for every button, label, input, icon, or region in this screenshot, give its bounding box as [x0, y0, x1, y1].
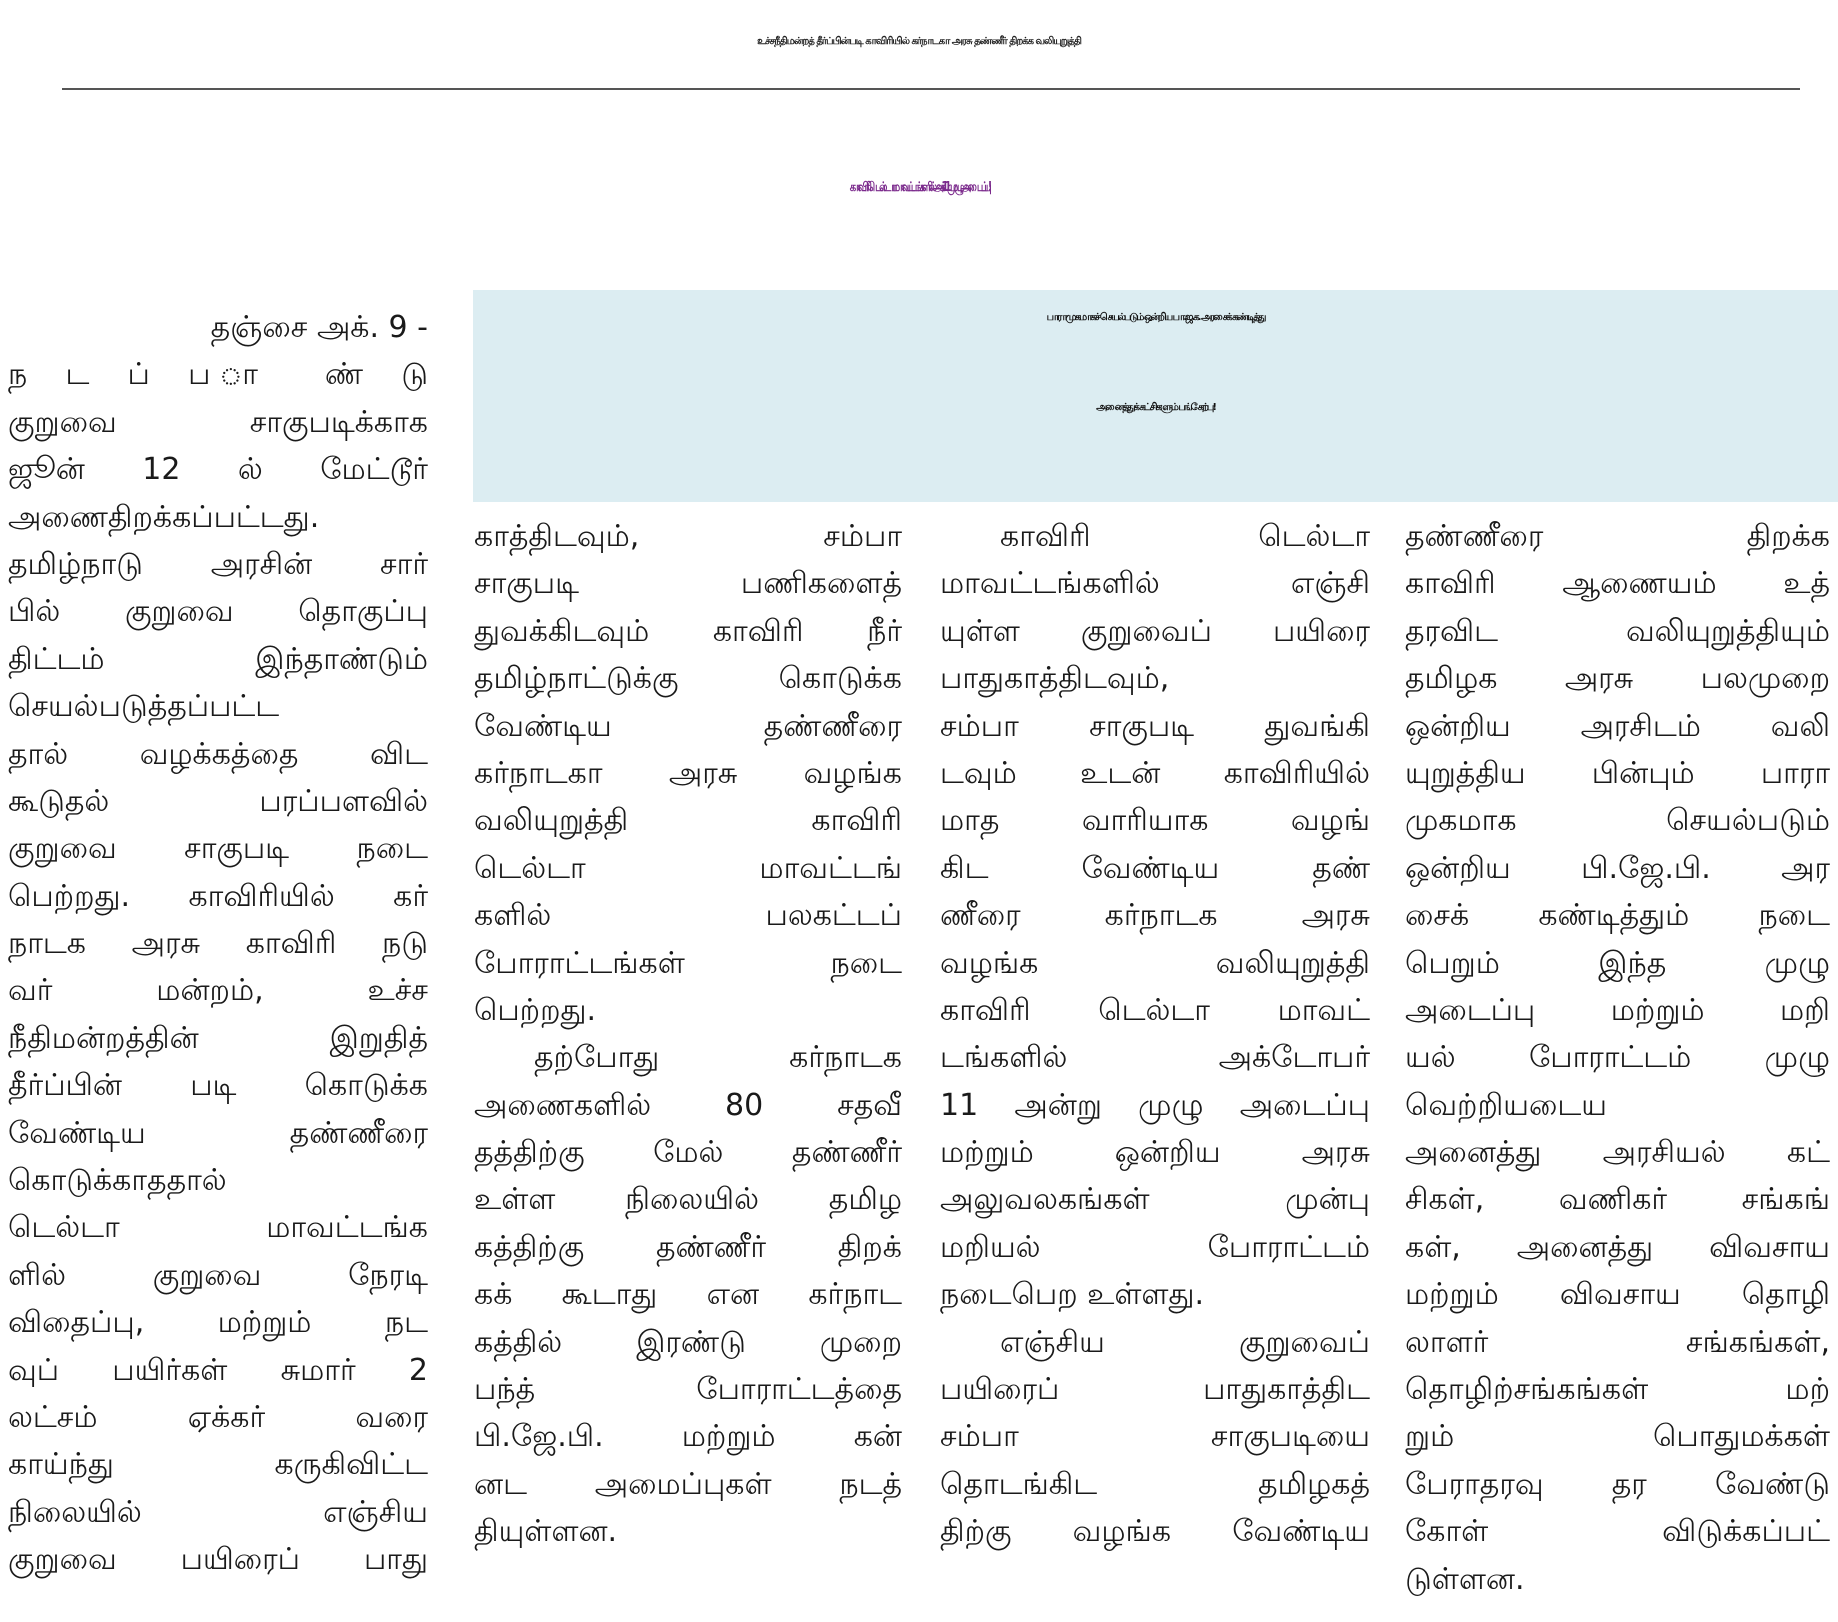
article-line: அணைதிறக்கப்பட்டது.: [8, 499, 320, 535]
article-line: தீர்ப்பின் படி கொடுக்க: [8, 1068, 428, 1104]
article-line: நடைபெற உள்ளது.: [940, 1277, 1205, 1313]
article-line: யுள்ள குறுவைப் பயிரை: [940, 613, 1370, 649]
article-line: திட்டம் இந்தாண்டும்: [8, 641, 428, 677]
article-line: காவிரி டெல்டா மாவட்: [940, 992, 1370, 1028]
article-line: மாத வாரியாக வழங்: [940, 803, 1370, 839]
article-line: கள், அனைத்து விவசாய: [1405, 1229, 1830, 1265]
article-line: வேண்டிய தண்ணீரை: [474, 708, 902, 744]
article-line: திற்கு வழங்க வேண்டிய: [940, 1514, 1370, 1550]
article-line: ளில் குறுவை நேரடி: [8, 1257, 428, 1293]
article-line: நாடக அரசு காவிரி நடு: [8, 926, 428, 962]
article-line: பந்த் போராட்டத்தை: [474, 1372, 902, 1408]
article-line: ந ட ப் ப ா ண் டு: [8, 357, 428, 393]
article-line: அலுவலகங்கள் முன்பு: [940, 1182, 1370, 1218]
article-line: தொழிற்சங்கங்கள் மற்: [1405, 1372, 1830, 1408]
article-line: போராட்டங்கள் நடை: [474, 945, 902, 981]
article-line: அனைத்து அரசியல் கட்: [1405, 1135, 1830, 1171]
article-line: மற்றும் ஒன்றிய அரசு: [940, 1135, 1370, 1171]
article-line: கர்நாடகா அரசு வழங்க: [474, 755, 902, 791]
article-line: காய்ந்து கருகிவிட்ட: [8, 1447, 428, 1483]
article-line: செயல்படுத்தப்பட்ட: [8, 689, 280, 725]
article-line: குறுவை பயிரைப் பாது: [8, 1542, 428, 1578]
article-line: தஞ்சை அக். 9 -: [210, 310, 428, 345]
article-line: நிலையில் எஞ்சிய: [8, 1494, 428, 1530]
article-line: விதைப்பு, மற்றும் நட: [8, 1305, 428, 1341]
article-line: உள்ள நிலையில் தமிழ: [474, 1182, 902, 1218]
article-line: யுறுத்திய பின்பும் பாரா: [1405, 755, 1830, 791]
article-line: டவும் உடன் காவிரியில்: [940, 755, 1370, 791]
article-line: அணைகளில் 80 சதவீ: [474, 1087, 902, 1123]
article-line: கத்திற்கு தண்ணீர் திறக்: [474, 1229, 902, 1265]
article-line: குறுவை சாகுபடிக்காக: [8, 404, 428, 440]
article-line: கோள் விடுக்கப்பட்: [1405, 1514, 1830, 1550]
main-headline: காவிரி டெல்டா மாவட்டங்களில் அக். 11 முழு அடைப்பு!: [849, 179, 989, 194]
article-line: கக் கூடாது என கர்நாட: [474, 1277, 902, 1313]
subhead-line-1: பாராமுகமாகச் செயல்படும் ஒன்றிய பா.ஜ.க. அரசைக் கண்டித்து: [1046, 312, 1265, 323]
article-line: அடைப்பு மற்றும் மறி: [1405, 992, 1830, 1028]
article-line: மற்றும் விவசாய தொழி: [1405, 1277, 1830, 1313]
article-line: வழங்க வலியுறுத்தி: [940, 945, 1370, 981]
article-line: வெற்றியடைய: [1405, 1087, 1608, 1123]
article-line: களில் பலகட்டப்: [474, 898, 902, 934]
article-line: பெற்றது.: [474, 992, 597, 1028]
article-line: வுப் பயிர்கள் சுமார் 2: [8, 1352, 428, 1388]
article-line: யல் போராட்டம் முழு: [1405, 1040, 1830, 1076]
article-line: னட அமைப்புகள் நடத்: [474, 1466, 902, 1502]
article-line: ஒன்றிய அரசிடம் வலி: [1405, 708, 1830, 744]
article-column-3: [940, 513, 1370, 1556]
article-line: கொடுக்காததால்: [8, 1163, 227, 1199]
article-line: லட்சம் ஏக்கர் வரை: [8, 1399, 428, 1435]
article-line: தமிழ்நாட்டுக்கு கொடுக்க: [474, 661, 902, 697]
article-line: தால் வழக்கத்தை விட: [8, 736, 428, 772]
article-line: கத்தில் இரண்டு முறை: [474, 1324, 902, 1360]
article-column-2: [474, 513, 902, 1556]
article-line: வர் மன்றம், உச்ச: [8, 973, 428, 1009]
article-line: பெற்றது. காவிரியில் கர்: [8, 878, 428, 914]
article-line: காவிரி ஆணையம் உத்: [1405, 566, 1830, 602]
article-line: நீதிமன்றத்தின் இறுதித்: [8, 1020, 428, 1056]
article-line: டங்களில் அக்டோபர்: [940, 1040, 1370, 1076]
article-line: தற்போது கர்நாடக: [534, 1040, 902, 1076]
article-line: தத்திற்கு மேல் தண்ணீர்: [474, 1135, 902, 1171]
article-line: தொடங்கிட தமிழகத்: [940, 1466, 1370, 1502]
article-line: குறுவை சாகுபடி நடை: [8, 831, 428, 867]
article-line: மாவட்டங்களில் எஞ்சி: [940, 566, 1370, 602]
article-line: பி.ஜே.பி. மற்றும் கன்: [474, 1419, 902, 1455]
article-line: கூடுதல் பரப்பளவில்: [8, 783, 428, 819]
article-line: துவக்கிடவும் காவிரி நீர்: [474, 613, 902, 649]
article-line: காத்திடவும், சம்பா: [474, 519, 902, 554]
article-line: ஒன்றிய பி.ஜே.பி. அர: [1405, 850, 1830, 886]
article-line: சாகுபடி பணிகளைத்: [474, 566, 902, 602]
article-line: சிகள், வணிகர் சங்கங்: [1405, 1182, 1830, 1218]
article-line: தியுள்ளன.: [474, 1514, 618, 1550]
article-line: சம்பா சாகுபடியை: [940, 1419, 1370, 1455]
article-line: லாளர் சங்கங்கள்,: [1405, 1324, 1830, 1360]
article-line: டெல்டா மாவட்டங்க: [8, 1210, 428, 1246]
article-line: ணீரை கர்நாடக அரசு: [940, 898, 1370, 934]
article-line: கிட வேண்டிய தண்: [940, 850, 1370, 886]
article-line: ஜூன் 12 ல் மேட்டூர்: [8, 452, 428, 488]
article-column-1: [8, 304, 428, 1584]
article-column-4: [1405, 513, 1830, 1603]
article-line: பேராதரவு தர வேண்டு: [1405, 1466, 1830, 1502]
subhead-box: [473, 290, 1838, 502]
article-line: சைக் கண்டித்தும் நடை: [1405, 898, 1830, 934]
article-line: தரவிட வலியுறுத்தியும்: [1405, 613, 1830, 649]
article-line: முகமாக செயல்படும்: [1405, 803, 1830, 839]
article-line: காவிரி டெல்டா: [1000, 519, 1370, 554]
article-line: பாதுகாத்திடவும்,: [940, 661, 1170, 697]
article-line: தண்ணீரை திறக்க: [1405, 519, 1830, 554]
article-line: வலியுறுத்தி காவிரி: [474, 803, 902, 839]
kicker-headline: உச்சநீதிமன்றத் தீர்ப்பின்படி காவிரியில் கர்நாடகா அரசு தண்ணீர் திறக்க வலியுறுத்தி: [757, 36, 1081, 47]
article-line: மறியல் போராட்டம்: [940, 1229, 1370, 1265]
subhead-line-2: அனைத்துக் கட்சிகளும் பங்கேற்பு!: [1096, 402, 1215, 413]
article-line: பயிரைப் பாதுகாத்திட: [940, 1372, 1370, 1408]
article-line: பில் குறுவை தொகுப்பு: [8, 594, 428, 630]
article-line: தமிழக அரசு பலமுறை: [1405, 661, 1830, 697]
article-line: றும் பொதுமக்கள்: [1405, 1419, 1830, 1455]
article-line: எஞ்சிய குறுவைப்: [1000, 1324, 1370, 1360]
article-line: சம்பா சாகுபடி துவங்கி: [940, 708, 1370, 744]
article-line: டெல்டா மாவட்டங்: [474, 850, 902, 886]
article-line: வேண்டிய தண்ணீரை: [8, 1115, 428, 1151]
article-line: 11 அன்று முழு அடைப்பு: [940, 1087, 1370, 1123]
article-line: டுள்ளன.: [1405, 1561, 1525, 1597]
article-line: பெறும் இந்த முழு: [1405, 945, 1830, 981]
article-line: தமிழ்நாடு அரசின் சார்: [8, 546, 428, 582]
